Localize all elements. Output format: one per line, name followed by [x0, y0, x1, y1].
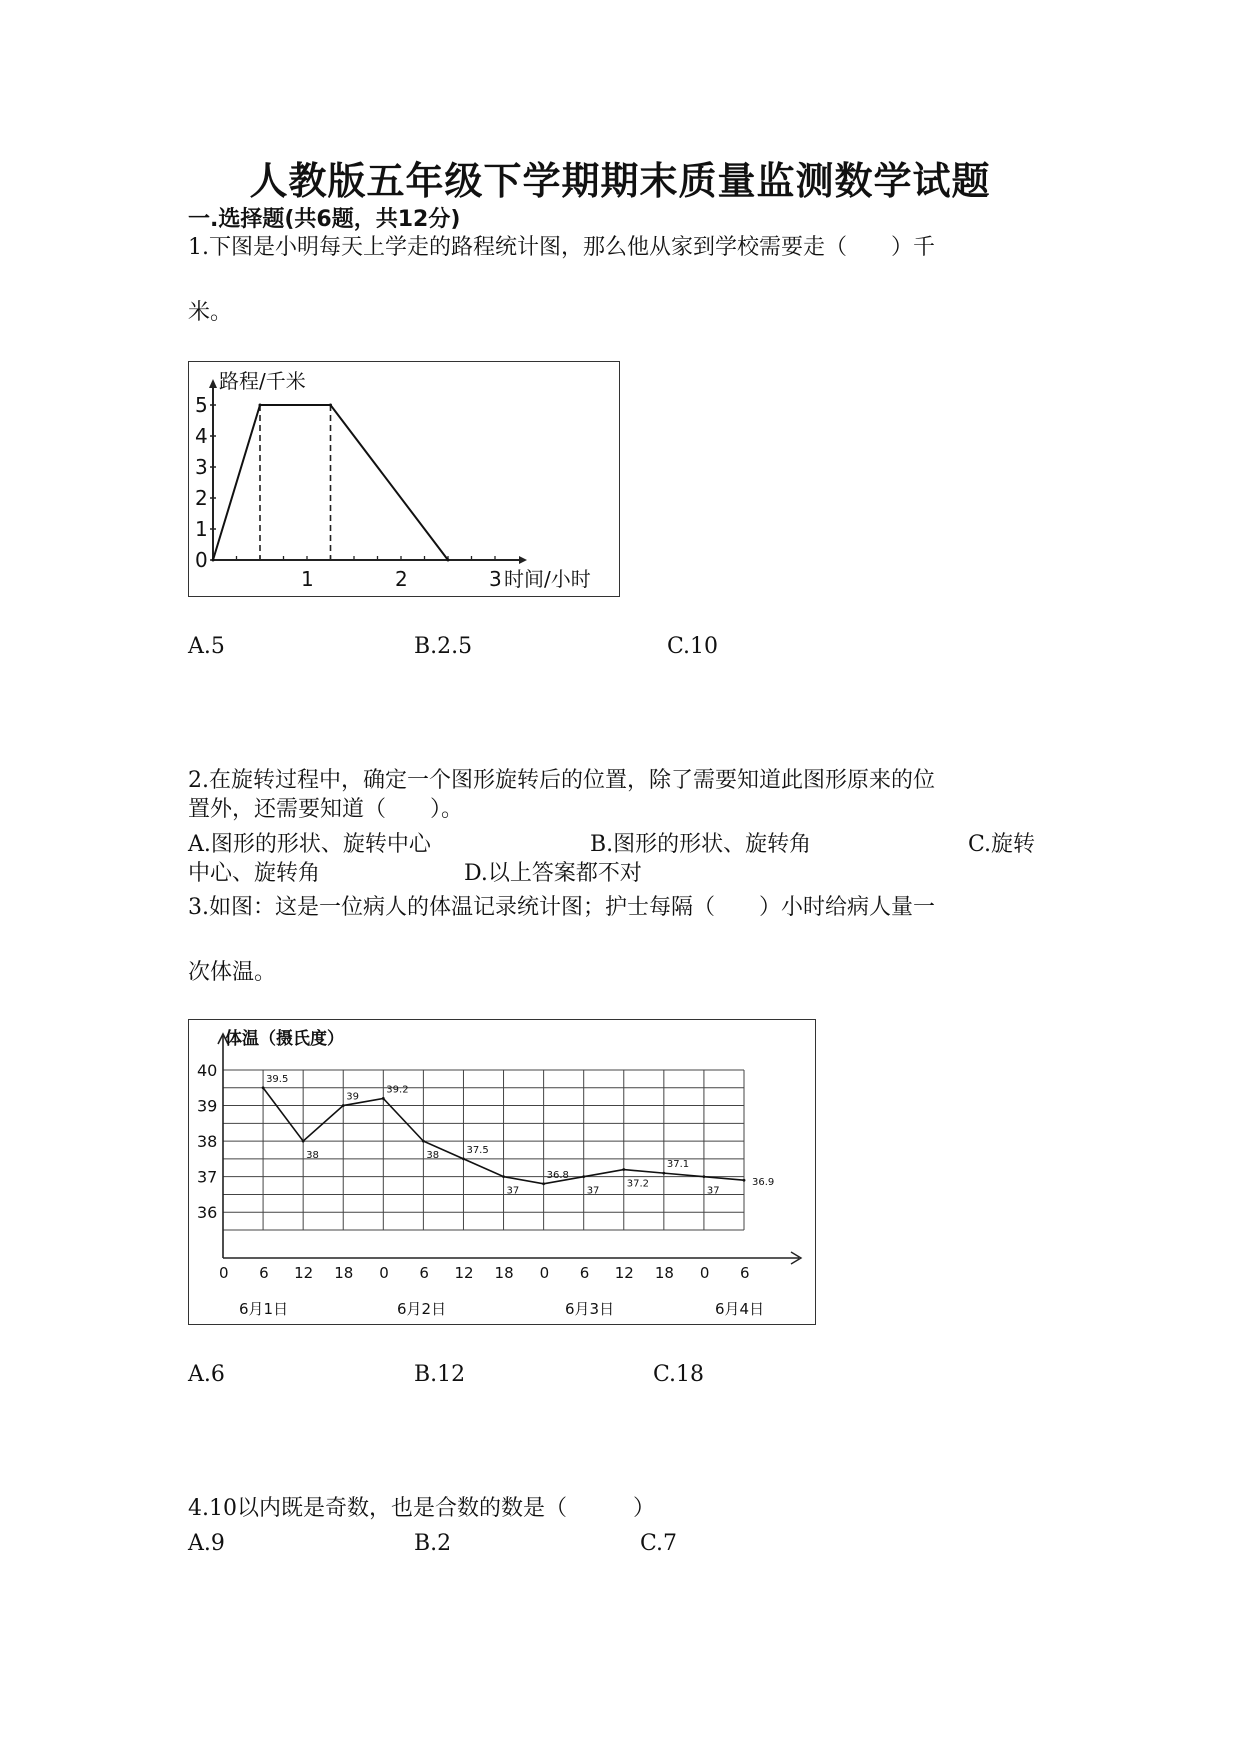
x-axis-arrow [519, 556, 527, 564]
q3-option-b[interactable]: B.12 [414, 1362, 466, 1387]
q2-option-b[interactable]: B.图形的形状、旋转角 [590, 832, 812, 857]
x-tick-label: 18 [334, 1264, 354, 1282]
distance-point [259, 404, 262, 407]
temperature-data-label: 39.5 [266, 1073, 289, 1085]
x-tick-label: 12 [294, 1264, 314, 1282]
q3-stem-line1: 3.如图：这是一位病人的体温记录统计图；护士每隔（ ）小时给病人量一 [188, 895, 935, 920]
x-tick-label: 3 [489, 567, 502, 591]
q1-stem-line1: 1.下图是小明每天上学走的路程统计图，那么他从家到学校需要走（ ）千 [188, 235, 935, 260]
x-axis-label: 时间/小时 [504, 567, 591, 591]
temperature-point [302, 1140, 305, 1143]
y-tick-label: 36 [197, 1203, 218, 1223]
x-tick-label: 2 [395, 567, 408, 591]
temperature-point [703, 1175, 706, 1178]
q4-option-b[interactable]: B.2 [414, 1531, 452, 1556]
temperature-data-label: 37.2 [626, 1178, 650, 1190]
temperature-data-label: 38 [306, 1150, 319, 1162]
q3-option-a[interactable]: A.6 [188, 1362, 225, 1387]
page-title: 人教版五年级下学期期末质量监测数学试题 [249, 159, 991, 203]
y-tick-label: 1 [195, 517, 208, 541]
temperature-point [582, 1175, 585, 1178]
y-tick-label: 37 [197, 1167, 218, 1187]
temperature-point [262, 1086, 265, 1089]
temperature-data-label: 37 [506, 1185, 520, 1197]
x-tick-label: 1 [301, 567, 314, 591]
y-tick-label: 5 [195, 393, 208, 417]
temperature-data-label: 37 [706, 1185, 720, 1197]
x-tick-label: 0 [699, 1264, 710, 1282]
x-tick-label: 6 [419, 1264, 429, 1282]
q3-option-c[interactable]: C.18 [653, 1362, 705, 1387]
y-axis-arrow [209, 379, 217, 388]
y-tick-label: 2 [195, 486, 208, 510]
distance-point [447, 559, 450, 562]
temperature-data-label: 37.5 [466, 1144, 489, 1156]
temperature-point [622, 1168, 625, 1171]
distance-point [329, 404, 332, 407]
x-tick-label: 12 [614, 1264, 634, 1282]
q2-stem-line2: 置外，还需要知道（ ）。 [188, 797, 464, 822]
q2-option-c-part1[interactable]: C.旋转 [968, 832, 1036, 857]
y-tick-label: 40 [197, 1061, 218, 1080]
q2-option-c-part2[interactable]: 中心、旋转角 [188, 861, 321, 886]
x-tick-label: 0 [379, 1264, 389, 1282]
y-tick-label: 4 [195, 424, 208, 448]
x-tick-label: 0 [219, 1264, 229, 1282]
x-tick-label: 0 [539, 1264, 550, 1282]
temperature-data-label: 37 [586, 1185, 600, 1197]
temperature-data-label: 36.9 [752, 1177, 775, 1189]
temperature-point [502, 1175, 505, 1178]
temperature-point [382, 1097, 385, 1100]
temperature-point [422, 1140, 425, 1143]
q2-option-d[interactable]: D.以上答案都不对 [464, 861, 642, 886]
q1-stem-line2: 米。 [188, 300, 233, 325]
q4-stem: 4.10以内既是奇数，也是合数的数是（ ） [188, 1496, 655, 1521]
temperature-data-label: 39 [346, 1091, 359, 1103]
temperature-point [542, 1182, 545, 1185]
x-tick-label: 12 [454, 1264, 474, 1282]
x-tick-label: 18 [494, 1264, 514, 1282]
temperature-chart [188, 1019, 816, 1325]
temperature-data-label: 37.1 [666, 1159, 690, 1171]
q1-option-b[interactable]: B.2.5 [414, 634, 473, 659]
temperature-data-label: 38 [426, 1150, 440, 1162]
q3-stem-line2: 次体温。 [188, 960, 277, 985]
q4-option-a[interactable]: A.9 [188, 1531, 225, 1556]
q1-option-c[interactable]: C.10 [667, 634, 719, 659]
x-tick-label: 18 [654, 1264, 674, 1282]
x-tick-label: 6 [259, 1264, 269, 1282]
distance-chart-svg [189, 362, 619, 596]
y-tick-label: 39 [197, 1096, 218, 1116]
temperature-point [342, 1104, 345, 1107]
y-axis-label: 路程/千米 [219, 369, 306, 393]
date-label: 6月4日 [715, 1300, 765, 1318]
temperature-point [462, 1157, 465, 1160]
y-tick-label: 0 [195, 548, 208, 572]
distance-point [212, 559, 215, 562]
temperature-point [662, 1172, 665, 1175]
q4-option-c[interactable]: C.7 [640, 1531, 678, 1556]
y-tick-label: 38 [197, 1132, 218, 1152]
section-heading: 一.选择题(共6题，共12分) [188, 207, 461, 232]
x-tick-label: 6 [740, 1264, 750, 1282]
date-label: 6月3日 [565, 1300, 615, 1318]
date-label: 6月1日 [239, 1300, 289, 1318]
q2-option-a[interactable]: A.图形的形状、旋转中心 [188, 832, 431, 857]
temperature-point [743, 1179, 746, 1182]
temperature-chart-svg [189, 1020, 815, 1324]
q1-option-a[interactable]: A.5 [188, 634, 225, 659]
y-axis-label: 体温（摄氏度） [225, 1029, 344, 1049]
distance-chart [188, 361, 620, 597]
temperature-data-label: 36.8 [546, 1169, 569, 1181]
date-label: 6月2日 [397, 1300, 447, 1318]
x-tick-label: 6 [579, 1264, 590, 1282]
y-tick-label: 3 [195, 455, 208, 479]
temperature-data-label: 39.2 [386, 1084, 409, 1096]
q2-stem-line1: 2.在旋转过程中，确定一个图形旋转后的位置，除了需要知道此图形原来的位 [188, 768, 935, 793]
